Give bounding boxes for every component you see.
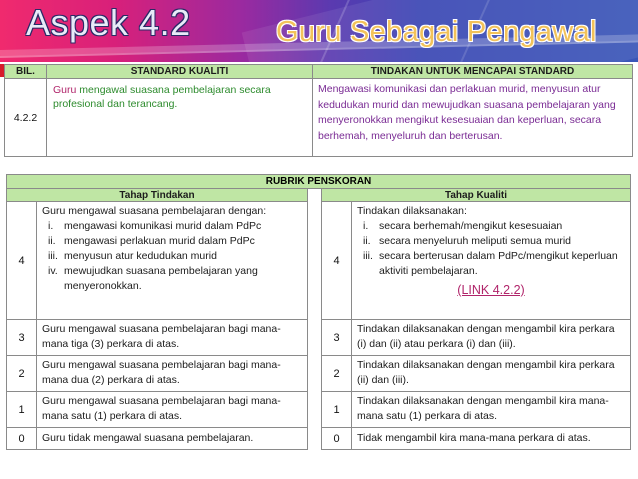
header-bil: BIL. [5,65,47,79]
slide-subtitle: Guru Sebagai Pengawal [276,16,597,48]
kualiti-4-list [357,219,625,279]
standard-text: mengawal suasana pembelajaran secara profesional dan terancang. [53,84,271,110]
score-4-right: 4 [322,202,352,320]
tindakan-2: Guru mengawal suasana pembelajaran bagi mana-mana dua (2) perkara di atas. [37,356,308,392]
list-item: iv. mewujudkan suasana pembelajaran yang menyeronokkan. [48,265,258,292]
standard-lead: Guru [53,84,77,96]
tindakan-0: Guru tidak mengawal suasana pembelajaran. [37,428,308,450]
header-tahap-tindakan: Tahap Tindakan [7,189,308,202]
list-item: i. mengawasi komunikasi murid dalam PdPc [48,220,262,232]
list-item: i. secara berhemah/mengikut kesesuaian [363,220,563,232]
tindakan-1: Guru mengawal suasana pembelajaran bagi mana-mana satu (1) perkara di atas. [37,392,308,428]
list-item: iii. menyusun atur kedudukan murid [48,250,217,262]
column-gap [308,202,322,320]
list-item: ii. mengawasi perlakuan murid dalam PdPc [48,235,255,247]
bil-cell: 4.2.2 [5,79,47,157]
score-3-left: 3 [7,320,37,356]
header-tahap-kualiti: Tahap Kualiti [322,189,631,202]
header-standard-kualiti: STANDARD KUALITI [47,65,313,79]
score-3-right: 3 [322,320,352,356]
score-4-left: 4 [7,202,37,320]
column-gap [308,428,322,450]
kualiti-1: Tindakan dilaksanakan dengan mengambil kira mana-mana satu (1) perkara di atas. [352,392,631,428]
column-gap [308,392,322,428]
score-1-right: 1 [322,392,352,428]
tindakan-3: Guru mengawal suasana pembelajaran bagi mana-mana tiga (3) perkara di atas. [37,320,308,356]
slide-title: Aspek 4.2 [26,2,191,43]
score-0-left: 0 [7,428,37,450]
column-gap [308,189,322,202]
column-gap [308,356,322,392]
kualiti-4 [352,202,631,320]
list-item: iii. secara berterusan dalam PdPc/mengikut keperluan aktiviti pembelajaran. [363,250,618,277]
kualiti-2: Tindakan dilaksanakan dengan mengambil kira perkara (ii) dan (iii). [352,356,631,392]
list-item: ii. secara menyeluruh meliputi semua murid [363,235,571,247]
title-banner [0,0,638,62]
standard-cell [47,79,313,157]
score-2-right: 2 [322,356,352,392]
standard-table [4,64,633,157]
header-tindakan: TINDAKAN UNTUK MENCAPAI STANDARD [313,65,633,79]
kualiti-3: Tindakan dilaksanakan dengan mengambil kira perkara (i) dan (ii) atau perkara (i) dan (iii). [352,320,631,356]
kualiti-0: Tidak mengambil kira mana-mana perkara di atas. [352,428,631,450]
link-4-2-2[interactable]: (LINK 4.2.2) [457,283,525,297]
tindakan-4-list [42,219,302,294]
rubric-table [6,174,631,450]
rubric-title: RUBRIK PENSKORAN [7,175,631,189]
score-1-left: 1 [7,392,37,428]
tindakan-4-intro: Guru mengawal suasana pembelajaran dengan: [42,205,267,217]
kualiti-4-intro: Tindakan dilaksanakan: [357,205,467,217]
score-2-left: 2 [7,356,37,392]
action-cell: Mengawasi komunikasi dan perlakuan murid, menyusun atur kedudukan murid dan mewujudkan suasana pembelajaran yang menyeronokkan mengikut kesesuaian dan keperluan, secara berhemah, menyeluruh dan berterusan. [313,79,633,157]
column-gap [308,320,322,356]
tindakan-4 [37,202,308,320]
score-0-right: 0 [322,428,352,450]
